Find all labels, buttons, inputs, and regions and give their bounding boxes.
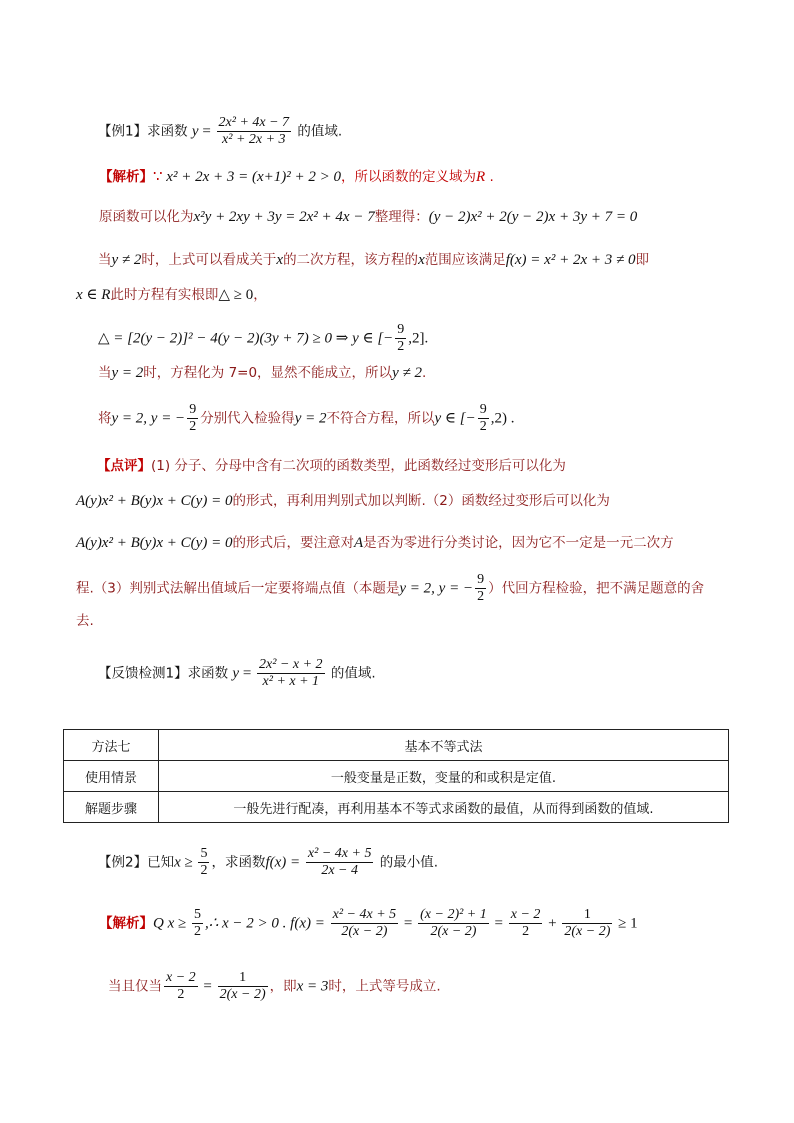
equals-sign: = bbox=[490, 915, 507, 932]
example-1-fraction bbox=[217, 115, 292, 148]
fraction-denominator: 2(x − 2) bbox=[430, 924, 477, 939]
completed-square-fraction bbox=[418, 907, 489, 940]
domain-expression: x² + 2x + 3 = (x+1)² + 2 > 0 bbox=[166, 169, 341, 185]
condition-line bbox=[98, 250, 649, 270]
table-row bbox=[64, 730, 729, 761]
fraction-denominator: 2(x − 2) bbox=[219, 987, 266, 1002]
fraction-numerator: x − 2 bbox=[510, 907, 541, 922]
text-fragment: 已知 bbox=[147, 854, 175, 871]
transform-line bbox=[99, 207, 637, 227]
text-fragment: 范围应该满足 bbox=[424, 252, 506, 268]
table-row bbox=[64, 792, 729, 823]
variable-x: x bbox=[276, 252, 284, 268]
condition-y-not-2: y ≠ 2 bbox=[111, 252, 142, 268]
example-2-label: 【例2】 bbox=[98, 854, 148, 871]
transform-expression: x²y + 2xy + 3y = 2x² + 4x − 7 bbox=[193, 209, 375, 225]
comment-line-2 bbox=[76, 491, 610, 511]
x-condition: x ≥ bbox=[174, 854, 197, 871]
domain-text: ，所以函数的定义域为 bbox=[341, 169, 476, 185]
split-fraction-2 bbox=[562, 907, 612, 940]
comment-line-5 bbox=[76, 611, 94, 631]
sentence-end: ， bbox=[253, 287, 267, 303]
fraction-numerator: 5 bbox=[193, 907, 201, 922]
text-fragment: 即 bbox=[635, 252, 649, 268]
text-fragment: ，求函数 bbox=[211, 854, 266, 871]
comment-text: 去. bbox=[76, 613, 94, 629]
fraction-numerator: 9 bbox=[479, 402, 487, 417]
text-fragment: 的最小值. bbox=[375, 854, 439, 871]
equals-sign: = bbox=[198, 123, 215, 140]
equals-sign: = bbox=[239, 665, 256, 682]
comment-line-1 bbox=[97, 456, 566, 476]
substitute-line bbox=[98, 402, 514, 435]
real-root-text: 此时方程有实根即 bbox=[110, 287, 219, 303]
condition-y-eq-2: y = 2 bbox=[111, 365, 144, 381]
text-fragment: 当 bbox=[98, 365, 112, 381]
feedback-check-fraction bbox=[257, 657, 325, 690]
equality-fraction-2 bbox=[218, 970, 268, 1003]
real-root-line bbox=[76, 285, 267, 305]
feedback-check-1-line bbox=[98, 657, 376, 690]
condition-y-not-2: y ≠ 2 bbox=[392, 365, 422, 381]
fraction-numerator: (x − 2)² + 1 bbox=[420, 907, 487, 922]
equals-sign: = bbox=[199, 978, 216, 995]
comment-line-3 bbox=[76, 533, 674, 553]
function-variable: y bbox=[232, 665, 240, 682]
text-fragment: 时，方程化为 7=0，显然不能成立，所以 bbox=[143, 365, 393, 381]
example-1-label: 【例1】 bbox=[98, 123, 148, 140]
x-in-R: x ∈ R bbox=[76, 287, 111, 303]
fraction-numerator: 5 bbox=[200, 846, 208, 861]
fraction-five-halves bbox=[198, 846, 209, 879]
text-when: 当 bbox=[98, 252, 112, 268]
comment-text: 的形式，再利用判别式加以判断.（2）函数经过变形后可以化为 bbox=[232, 493, 610, 509]
feedback-check-outro: 的值域. bbox=[330, 665, 376, 682]
table-key-cell: 使用情景 bbox=[64, 761, 159, 792]
fraction-denominator: 2(x − 2) bbox=[564, 924, 611, 939]
real-set: R bbox=[476, 169, 486, 185]
sentence-end: . bbox=[421, 365, 427, 381]
positivity-and-fx: ,∴ x − 2 > 0 . f(x) = bbox=[204, 915, 329, 932]
fraction-denominator: 2 bbox=[397, 339, 405, 354]
table-key-cell: 方法七 bbox=[64, 730, 159, 761]
quadratic-equation: (y − 2)x² + 2(y − 2)x + 3y + 7 = 0 bbox=[428, 209, 638, 225]
example-1-intro: 求函数 bbox=[147, 123, 188, 140]
fraction-denominator: 2 bbox=[189, 419, 197, 434]
condition-y-eq-2: y = 2 bbox=[294, 410, 327, 427]
fraction-denominator: 2 bbox=[477, 589, 485, 604]
equality-fraction-1 bbox=[164, 970, 198, 1003]
fraction-denominator: 2 bbox=[522, 924, 530, 939]
fx-expression: f(x) = x² + 2x + 3 ≠ 0 bbox=[505, 252, 636, 268]
plus-sign: + bbox=[544, 915, 561, 932]
text-fragment: 时，上式等号成立. bbox=[328, 978, 441, 995]
table-row bbox=[64, 761, 729, 792]
solution-1-line bbox=[99, 167, 494, 187]
discriminant-condition: △ ≥ 0 bbox=[218, 287, 254, 303]
function-variable: y bbox=[191, 123, 199, 140]
feedback-check-label: 【反馈检测1】 bbox=[98, 665, 188, 682]
fraction-numerator: x² − 4x + 5 bbox=[332, 907, 397, 922]
solution-label: 【解析】 bbox=[99, 915, 153, 932]
comment-text: 是否为零进行分类讨论，因为它不一定是一元二次方 bbox=[363, 535, 674, 551]
comment-text: (1) 分子、分母中含有二次项的函数类型，此函数经过变形后可以化为 bbox=[151, 458, 566, 474]
text-fragment: 不符合方程，所以 bbox=[326, 410, 435, 427]
variable-x: x bbox=[418, 252, 425, 268]
fraction-numerator: 1 bbox=[562, 907, 612, 924]
fx-fraction bbox=[331, 907, 399, 940]
general-form-expression: A(y)x² + B(y)x + C(y) = 0 bbox=[76, 535, 233, 551]
fraction-denominator: 2(x − 2) bbox=[341, 924, 388, 939]
solution-label: 【解析】 bbox=[99, 169, 153, 185]
x-condition: Q x ≥ bbox=[153, 915, 190, 932]
text-fragment: 将 bbox=[98, 410, 112, 427]
range-interval-end: ,2) . bbox=[490, 410, 515, 427]
fraction-five-halves bbox=[192, 907, 203, 940]
comment-text: 程.（3）判别式法解出值域后一定要将端点值（本题是 bbox=[76, 580, 400, 597]
fraction-numerator: 2x² + 4x − 7 bbox=[218, 115, 290, 130]
fraction-denominator: 2 bbox=[193, 924, 201, 939]
text-fragment: 的二次方程，该方程的 bbox=[283, 252, 419, 268]
fraction-numerator: 2x² − x + 2 bbox=[259, 657, 323, 672]
table-key-cell: 解题步骤 bbox=[64, 792, 159, 823]
fraction-denominator: x² + x + 1 bbox=[262, 674, 320, 689]
fraction-numerator: 9 bbox=[397, 322, 405, 337]
text-fragment: 时，上式可以看成关于 bbox=[141, 252, 277, 268]
fraction-denominator: 2 bbox=[200, 863, 208, 878]
fraction-denominator: x² + 2x + 3 bbox=[222, 132, 286, 147]
text-fragment: 分别代入检验得 bbox=[200, 410, 295, 427]
variable-A: A bbox=[353, 535, 364, 551]
because-symbol: ∵ bbox=[153, 169, 167, 185]
inequality-result: ≥ 1 bbox=[614, 915, 638, 932]
fraction-numerator: 9 bbox=[477, 572, 485, 587]
fraction-numerator: 9 bbox=[189, 402, 197, 417]
fraction-numerator: x − 2 bbox=[166, 970, 196, 985]
x-equals-3: x = 3 bbox=[296, 978, 329, 995]
table-value-cell: 基本不等式法 bbox=[159, 730, 729, 761]
fraction-denominator: 2 bbox=[177, 987, 185, 1002]
fraction-nine-halves bbox=[395, 322, 406, 355]
rearrange-text: 整理得： bbox=[374, 209, 429, 225]
example-1-line bbox=[98, 115, 342, 148]
comment-line-4 bbox=[76, 572, 704, 605]
check-y2-line bbox=[98, 363, 426, 383]
sentence-end: . bbox=[485, 169, 494, 185]
fx-fraction bbox=[306, 846, 374, 879]
transform-text: 原函数可以化为 bbox=[99, 209, 194, 225]
example-2-line bbox=[98, 846, 438, 879]
discriminant-expression: △ = [2(y − 2)]² − 4(y − 2)(3y + 7) ≥ 0 ⇒ y ∈ [− bbox=[98, 330, 394, 347]
text-fragment: ，即 bbox=[269, 978, 297, 995]
solution-2-line bbox=[99, 907, 638, 940]
general-form-expression: A(y)x² + B(y)x + C(y) = 0 bbox=[76, 493, 233, 509]
discriminant-line bbox=[98, 322, 428, 355]
example-1-outro: 的值域. bbox=[297, 123, 343, 140]
interval-end: ,2]. bbox=[408, 330, 429, 347]
comment-text: ）代回方程检验，把不满足题意的舍 bbox=[488, 580, 705, 597]
fraction-nine-halves bbox=[475, 572, 486, 605]
equality-condition-line bbox=[108, 970, 441, 1003]
fraction-denominator: 2 bbox=[479, 419, 487, 434]
table-value-cell: 一般变量是正数，变量的和或积是定值. bbox=[159, 761, 729, 792]
fraction-numerator: x² − 4x + 5 bbox=[307, 846, 372, 861]
fx-label: f(x) = bbox=[265, 854, 304, 871]
table-value-cell: 一般先进行配凑，再利用基本不等式求函数的最值，从而得到函数的值域. bbox=[159, 792, 729, 823]
comment-label: 【点评】 bbox=[97, 458, 151, 474]
comment-text: 的形式后，要注意对 bbox=[232, 535, 354, 551]
equals-sign: = bbox=[400, 915, 417, 932]
range-interval-start: y ∈ [− bbox=[434, 410, 476, 427]
fraction-denominator: 2x − 4 bbox=[321, 863, 359, 878]
endpoint-values: y = 2, y = − bbox=[399, 580, 474, 597]
split-fraction-1 bbox=[509, 907, 543, 940]
fraction-nine-halves bbox=[478, 402, 489, 435]
fraction-nine-halves bbox=[187, 402, 198, 435]
text-fragment: 当且仅当 bbox=[108, 978, 162, 995]
endpoint-values: y = 2, y = − bbox=[111, 410, 186, 427]
fraction-numerator: 1 bbox=[218, 970, 268, 987]
feedback-check-intro: 求函数 bbox=[187, 665, 229, 682]
method-table bbox=[63, 729, 729, 823]
